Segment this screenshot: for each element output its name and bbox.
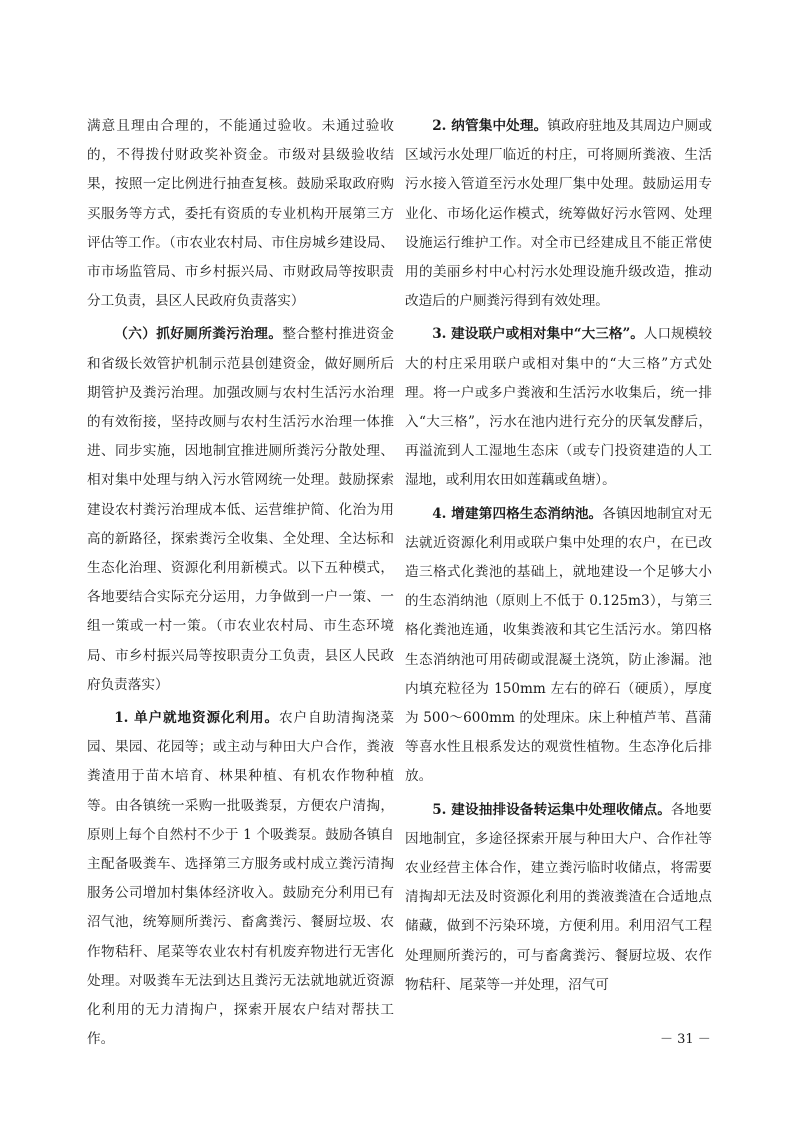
page-number: － 31 － <box>660 1032 711 1047</box>
right-column <box>405 112 712 1004</box>
item-body: 人口规模较大的村庄采用联户或相对集中的“大三格”方式处理。将一户或多户粪液和生活污水收集后，统一排入“大三格”，污水在池内进行充分的厌氧发酵后，再溢流到人工湿地生态床（或专门投资建造的人工湿地，或利用农田如莲藕或鱼塘）。 <box>405 326 713 489</box>
right-paragraph-2 <box>405 320 712 495</box>
section-heading: （六）抓好厕所粪污治理。 <box>114 326 283 343</box>
item-heading: 2. 纳管集中处理。 <box>432 118 548 134</box>
item-body: 镇政府驻地及其周边户厕或区域污水处理厂临近的村庄，可将厕所粪液、生活污水接入管道至污水处理厂集中处理。鼓励运用专业化、市场化运作模式，统筹做好污水管网、处理设施运行维护工作。对全市已经建成且不能正常使用的美丽乡村中心村污水处理设施升级改造，推动改造后的户厕粪污得到有效处理。 <box>405 118 712 310</box>
left-paragraph-1: 满意且理由合理的，不能通过验收。未通过验收的，不得拨付财政奖补资金。市级对县级验收结果，按照一定比例进行抽查复核。鼓励采取政府购买服务等方式，委托有资质的专业机构开展第三方评估等工作。（市农业农村局、市住房城乡建设局、市市场监管局、市乡村振兴局、市财政局等按职责分工负责，县区人民政府负责落实） <box>87 118 394 310</box>
left-paragraph-2 <box>87 320 394 700</box>
item-heading: 1. 单户就地资源化利用。 <box>114 710 279 727</box>
item-body: 各镇因地制宜对无法就近资源化利用或联户集中处理的农户，在已改造三格式化粪池的基础上，就地建设一个足够大小的生态消纳池（原则上不低于 0.125m3），与第三格化粪池连通，收集粪液和其它生活污水。第四格生态消纳池可用砖砌或混凝土浇筑，防止渗漏。池内填充粒径为 150mm 左右的碎石（硬质），厚度为 500～600mm 的处理床。床上种植芦苇、菖蒲等喜水性且根系发达的观赏性植物。生态净化后排放。 <box>405 505 712 785</box>
item-body: 农户自助清掏浇菜园、果园、花园等；或主动与种田大户合作，粪液粪渣用于苗木培育、林果种植、有机农作物种植等。由各镇统一采购一批吸粪泵，方便农户清掏，原则上每个自然村不少于 1 个吸粪泵。鼓励各镇自主配备吸粪车、选择第三方服务或村成立粪污清掏服务公司增加村集体经济收入。鼓励充分利用已有沼气池，统筹厕所粪污、畜禽粪污、餐厨垃圾、农作物秸秆、尾菜等农业农村有机废弃物进行无害化处理。对吸粪车无法到达且粪污无法就地就近资源化利用的无力清掏户，探索开展农户结对帮扶工作。 <box>87 710 394 1048</box>
item-heading: 4. 增建第四格生态消纳池。 <box>432 505 603 522</box>
right-paragraph-1 <box>405 112 712 316</box>
right-paragraph-3 <box>405 500 712 792</box>
item-heading: 5. 建设抽排设备转运集中处理收储点。 <box>432 801 671 818</box>
left-paragraph-3 <box>87 704 394 1054</box>
section-body: 整合整村推进资金和省级长效管护机制示范县创建资金，做好厕所后期管护及粪污治理。加强改厕与农村生活污水治理的有效衔接，坚持改厕与农村生活污水治理一体推进、同步实施，因地制宜推进厕所粪污分散处理、相对集中处理与纳入污水管网统一处理。鼓励探索建设农村粪污治理成本低、运营维护简、化治为用高的新路径，探索粪污全收集、全处理、全达标和生态化治理、资源化利用新模式。以下五种模式，各地要结合实际充分运用，力争做到一户一策、一组一策或一村一策。（市农业农村局、市生态环境局、市乡村振兴局等按职责分工负责，县区人民政府负责落实） <box>87 326 395 693</box>
left-column <box>87 112 394 1059</box>
item-heading: 3. 建设联户或相对集中“大三格”。 <box>432 326 644 343</box>
item-body: 各地要因地制宜，多途径探索开展与种田大户、合作社等农业经营主体合作，建立粪污临时收储点，将需要清掏却无法及时资源化利用的粪液粪渣在合适地点储藏，做到不污染环境，方便利用。利用沼气工程处理厕所粪污的，可与畜禽粪污、餐厨垃圾、农作物秸秆、尾菜等一并处理，沼气可 <box>405 801 712 993</box>
right-paragraph-4 <box>405 796 712 1000</box>
